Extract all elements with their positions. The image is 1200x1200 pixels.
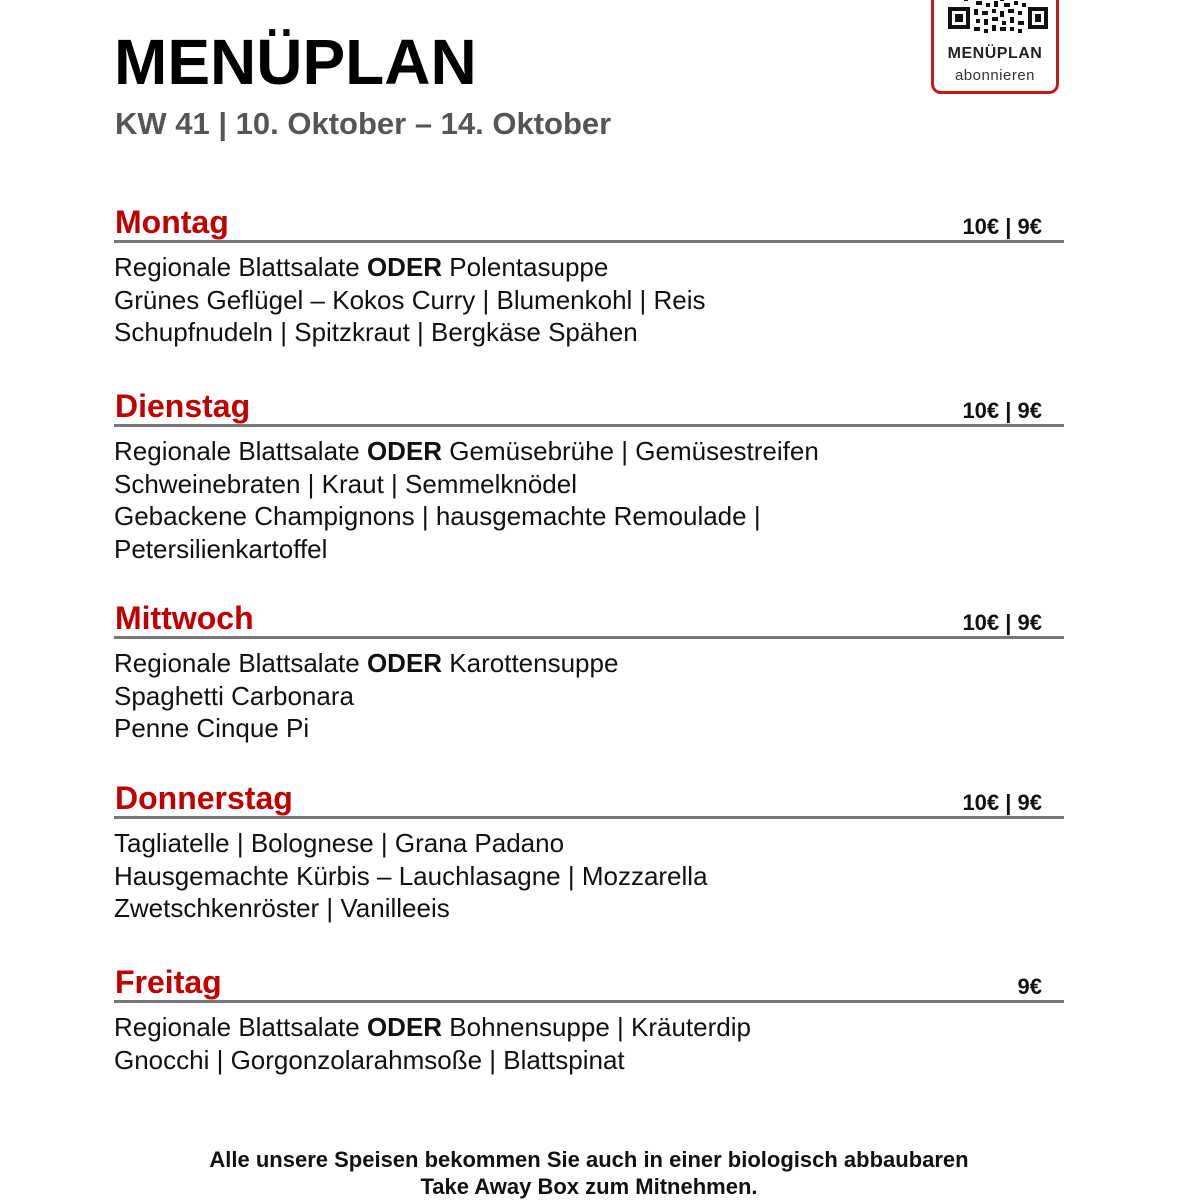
day-header — [114, 960, 1064, 1003]
day-name: Donnerstag — [115, 780, 293, 816]
qr-badge-subtitle: abonnieren — [954, 67, 1036, 84]
dish-line — [114, 533, 1064, 566]
or-keyword: ODER — [366, 436, 443, 466]
dish-line — [114, 827, 1064, 860]
dish-line — [114, 284, 1064, 317]
dish-text: Polentasuppe — [442, 252, 609, 282]
day-price: 10€ | 9€ — [962, 790, 1042, 815]
footer-line-1: Alle unsere Speisen bekommen Sie auch in einer biologisch abbaubaren — [209, 1147, 969, 1172]
dish-text: Gnocchi | Gorgonzolarahmsoße | Blattspinat — [114, 1044, 625, 1075]
dish-text: Petersilienkartoffel — [114, 533, 328, 564]
day-section-donnerstag — [114, 776, 1064, 925]
dish-text: Schweinebraten | Kraut | Semmelknödel — [114, 468, 577, 499]
dish-text: Karottensuppe — [442, 648, 619, 678]
day-header — [114, 384, 1064, 427]
dish-text: Hausgemachte Kürbis – Lauchlasagne | Mozzarella — [114, 860, 708, 891]
day-price: 10€ | 9€ — [962, 610, 1042, 635]
qr-badge-title: MENÜPLAN — [947, 45, 1043, 62]
dish-text: Spaghetti Carbonara — [114, 680, 354, 711]
dish-line — [114, 251, 1064, 284]
dish-list — [114, 251, 1064, 349]
dish-list — [114, 647, 1064, 745]
day-section-dienstag — [114, 384, 1064, 565]
dish-text: Regionale Blattsalate — [114, 648, 367, 678]
footer-note — [0, 1146, 1178, 1200]
or-keyword: ODER — [366, 648, 443, 678]
dish-text: Penne Cinque Pi — [114, 713, 310, 743]
dish-line — [114, 860, 1064, 893]
day-name: Mittwoch — [115, 600, 254, 636]
day-header — [114, 596, 1064, 639]
dish-line — [114, 1011, 1064, 1044]
dish-text: Gemüsebrühe | Gemüsestreifen — [442, 436, 819, 466]
footer-line-2: Take Away Box zum Mitnehmen. — [420, 1174, 758, 1199]
dish-text: Schupfnudeln | Spitzkraut | Bergkäse Spähen — [114, 317, 638, 347]
page-title: MENÜPLAN — [114, 26, 477, 98]
dish-text: Regionale Blattsalate — [114, 252, 367, 282]
dish-text: Regionale Blattsalate — [114, 1012, 367, 1042]
or-keyword: ODER — [366, 252, 443, 282]
dish-text: Bohnensuppe | Kräuterdip — [442, 1012, 751, 1042]
dish-list — [114, 435, 1064, 565]
day-header — [114, 776, 1064, 819]
dish-text: Regionale Blattsalate — [114, 436, 367, 466]
week-subtitle: KW 41 | 10. Oktober – 14. Oktober — [115, 106, 612, 141]
dish-line — [114, 712, 1064, 745]
day-price: 10€ | 9€ — [962, 214, 1042, 239]
dish-line — [114, 647, 1064, 680]
dish-text: Zwetschkenröster | Vanilleeis — [114, 893, 450, 923]
dish-line — [114, 680, 1064, 713]
dish-line — [114, 1044, 1064, 1077]
day-section-montag — [114, 200, 1064, 349]
day-name: Freitag — [115, 964, 222, 1000]
day-name: Montag — [115, 204, 229, 240]
dish-list — [114, 1011, 1064, 1076]
dish-list — [114, 827, 1064, 925]
dish-line — [114, 316, 1064, 349]
dish-text: Grünes Geflügel – Kokos Curry | Blumenkohl | Reis — [114, 284, 706, 315]
qr-code-icon — [946, 0, 1050, 35]
subscribe-qr-badge[interactable] — [931, 0, 1059, 94]
dish-text: Tagliatelle | Bolognese | Grana Padano — [114, 828, 565, 858]
day-section-freitag — [114, 960, 1064, 1076]
day-price: 10€ | 9€ — [962, 398, 1042, 423]
day-price: 9€ — [1017, 974, 1042, 999]
dish-line — [114, 435, 1064, 468]
day-section-mittwoch — [114, 596, 1064, 745]
or-keyword: ODER — [366, 1012, 443, 1042]
dish-line — [114, 892, 1064, 925]
day-name: Dienstag — [115, 388, 251, 424]
dish-text: Gebackene Champignons | hausgemachte Remoulade | — [114, 501, 761, 531]
dish-line — [114, 468, 1064, 501]
dish-line — [114, 500, 1064, 533]
day-header — [114, 200, 1064, 243]
